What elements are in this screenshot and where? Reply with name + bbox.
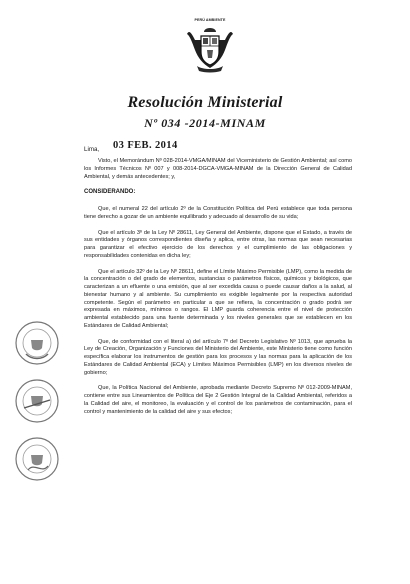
coat-of-arms	[185, 18, 235, 74]
paragraph-5: Que, la Política Nacional del Ambiente, aprobada mediante Decreto Supremo Nº 012-2009-MINAM, contiene entre sus Lineamientos de Política del Eje 2 Gestión Integral de la Calidad Ambiental, referidos a la Calidad del aire, el monitoreo, la evaluación y el control de los parámetros de contaminación, para el control y mantenimiento de la calidad del aire y sus efectos;	[84, 385, 352, 415]
paragraph-2: Que el artículo 3º de la Ley Nº 28611, Ley General del Ambiente, dispone que el Estado, a través de sus entidades y órganos correspondientes diseña y aplica, entre otras, las normas que sean necesarias para garantizar el efectivo ejercicio de los derechos y el cumplimiento de las obligaciones y responsabilidades contenidas en dicha ley;	[84, 229, 352, 259]
paragraph-3: Que el artículo 32º de la Ley Nº 28611, define el Límite Máximo Permisible (LMP), como la medida de la concentración o del grado de elementos, sustancias o parámetros físicos, químicos y biológicos, que caracterizan a un efluente o una emisión, que al ser excedida causa o puede causar daños a la salud, al bienestar humano y al ambiente. Su cumplimiento es exigible legalmente por la respectiva autoridad competente. Según el parámetro en particular a que se refiera, la concentración o grado podrá ser expresada en máximos, mínimos o rangos. El LMP guarda coherencia entre el nivel de protección ambiental establecido para una fuente determinada y los niveles generales que se establecen en los Estándares de Calidad Ambiental;	[84, 268, 352, 329]
paragraph-1: Que, el numeral 22 del artículo 2º de la Constitución Política del Perú establece que toda persona tiene derecho a gozar de un ambiente equilibrado y adecuado al desarrollo de su vida;	[84, 206, 352, 220]
date-stamp: 03 FEB. 2014	[113, 140, 178, 151]
seal-2	[14, 378, 60, 424]
paragraph-visto: Visto, el Memorándum Nº 028-2014-VMGA/MINAM del Viceministerio de Gestión Ambiental; así como los Informes Técnicos Nº 007 y 008-2014-DGCA-VMGA-MINAM de la Dirección General de Calidad Ambiental, y demás antecedentes; y,	[84, 158, 352, 180]
circular-seal-icon	[14, 436, 60, 482]
crest-label: PERÚ AMBIENTE	[194, 18, 226, 22]
circular-seal-icon	[14, 378, 60, 424]
paragraph-4: Que, de conformidad con el literal a) del artículo 7º del Decreto Legislativo Nº 1013, que aprueba la Ley de Creación, Organización y Funciones del Ministerio del Ambiente, este Ministerio tiene como función específica elaborar los instrumentos de gestión para los procesos y las normas para la aplicación de los Estándares de Calidad Ambiental (ECA) y Límites Máximos Permisibles (LMP) en los diversos niveles de gobierno;	[84, 338, 352, 376]
circular-seal-icon	[14, 320, 60, 366]
section-heading: CONSIDERANDO:	[84, 189, 136, 196]
national-coat-of-arms-icon	[185, 18, 235, 74]
place: Lima,	[84, 146, 100, 153]
document-title: Resolución Ministerial	[127, 94, 283, 111]
resolution-number: Nº 034 -2014-MINAM	[144, 116, 266, 130]
seal-3	[14, 436, 60, 482]
seal-1	[14, 320, 60, 366]
document-body	[84, 158, 352, 424]
